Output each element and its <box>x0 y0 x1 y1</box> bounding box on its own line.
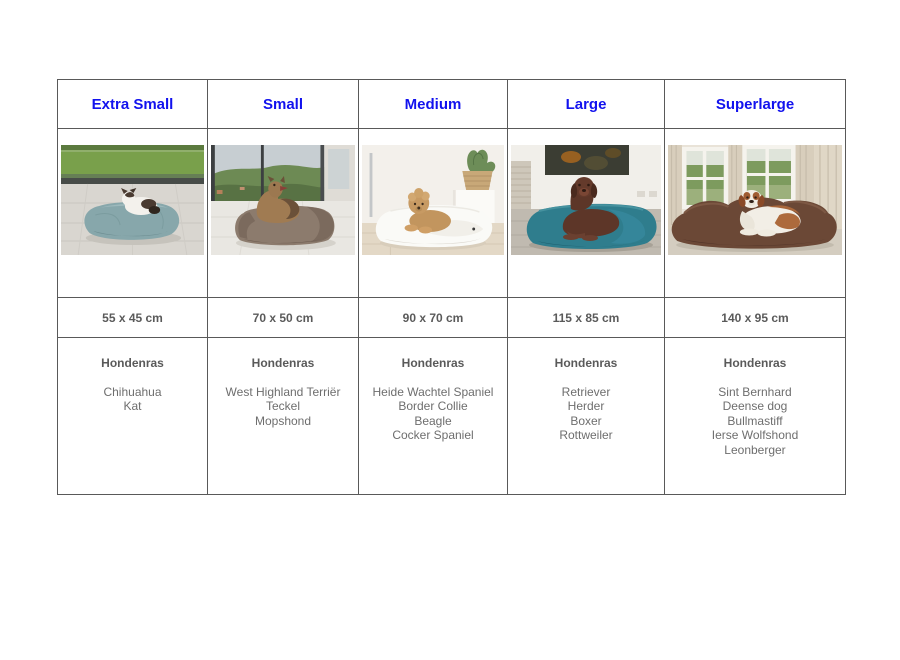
breed-list <box>359 385 507 443</box>
breed-item: Beagle <box>414 413 452 428</box>
breed-item: Chihuahua <box>103 384 162 399</box>
breeds-cell-large <box>508 338 665 495</box>
breed-item: Boxer <box>570 413 602 428</box>
photo-cell-small <box>208 129 359 298</box>
breeds-cell-superlarge <box>665 338 846 495</box>
breed-item: Heide Wachtel Spaniel <box>372 384 494 399</box>
breeds-cell-extra-small <box>58 338 208 495</box>
photo-doodle-on-white-bed <box>362 145 504 255</box>
breed-item: Teckel <box>265 399 300 413</box>
photo-cat-on-blue-bed <box>61 145 204 255</box>
dog-bed-size-chart-table <box>57 79 846 495</box>
size-small: 70 x 50 cm <box>208 298 359 338</box>
breed-item: Leonberger <box>724 442 786 457</box>
breed-item: Ierse Wolfshond <box>711 428 799 442</box>
breed-item: Kat <box>123 399 142 413</box>
breed-item: Bullmastiff <box>727 413 783 428</box>
header-large: Large <box>508 80 665 129</box>
breed-header: Hondenras <box>554 356 618 370</box>
photo-saint-bernard-on-brown-bed <box>668 145 842 255</box>
breed-header: Hondenras <box>101 356 164 370</box>
photo-cell-medium <box>359 129 508 298</box>
breed-item: Herder <box>567 399 605 413</box>
photo-terrier-on-taupe-bed <box>211 145 355 255</box>
header-medium: Medium <box>359 80 508 129</box>
dimensions-row <box>58 298 846 338</box>
header-extra-small: Extra Small <box>58 80 208 129</box>
breeds-cell-medium <box>359 338 508 495</box>
breed-item: Retriever <box>561 384 611 399</box>
photo-cell-large <box>508 129 665 298</box>
breed-item: Cocker Spaniel <box>392 428 474 442</box>
size-medium: 90 x 70 cm <box>359 298 508 338</box>
size-header-row <box>58 80 846 129</box>
photo-cell-superlarge <box>665 129 846 298</box>
breed-item: West Highland Terriër <box>225 384 341 399</box>
size-superlarge: 140 x 95 cm <box>665 298 846 338</box>
breed-header: Hondenras <box>723 356 787 370</box>
photo-cell-extra-small <box>58 129 208 298</box>
breed-item: Border Collie <box>398 399 468 413</box>
breed-item: Mopshond <box>254 413 312 428</box>
breed-list <box>208 385 358 429</box>
header-small: Small <box>208 80 359 129</box>
header-superlarge: Superlarge <box>665 80 846 129</box>
breed-item: Sint Bernhard <box>718 384 792 399</box>
breeds-row <box>58 338 846 495</box>
breed-item: Deense dog <box>722 399 788 413</box>
photo-labrador-on-teal-bed <box>511 145 661 255</box>
size-extra-small: 55 x 45 cm <box>58 298 208 338</box>
photo-row <box>58 129 846 298</box>
breed-list <box>58 385 207 414</box>
breed-header: Hondenras <box>251 356 315 370</box>
breed-item: Rottweiler <box>559 428 613 442</box>
breed-list <box>665 385 845 458</box>
breed-list <box>508 385 664 443</box>
breed-header: Hondenras <box>401 356 465 370</box>
breeds-cell-small <box>208 338 359 495</box>
size-large: 115 x 85 cm <box>508 298 665 338</box>
